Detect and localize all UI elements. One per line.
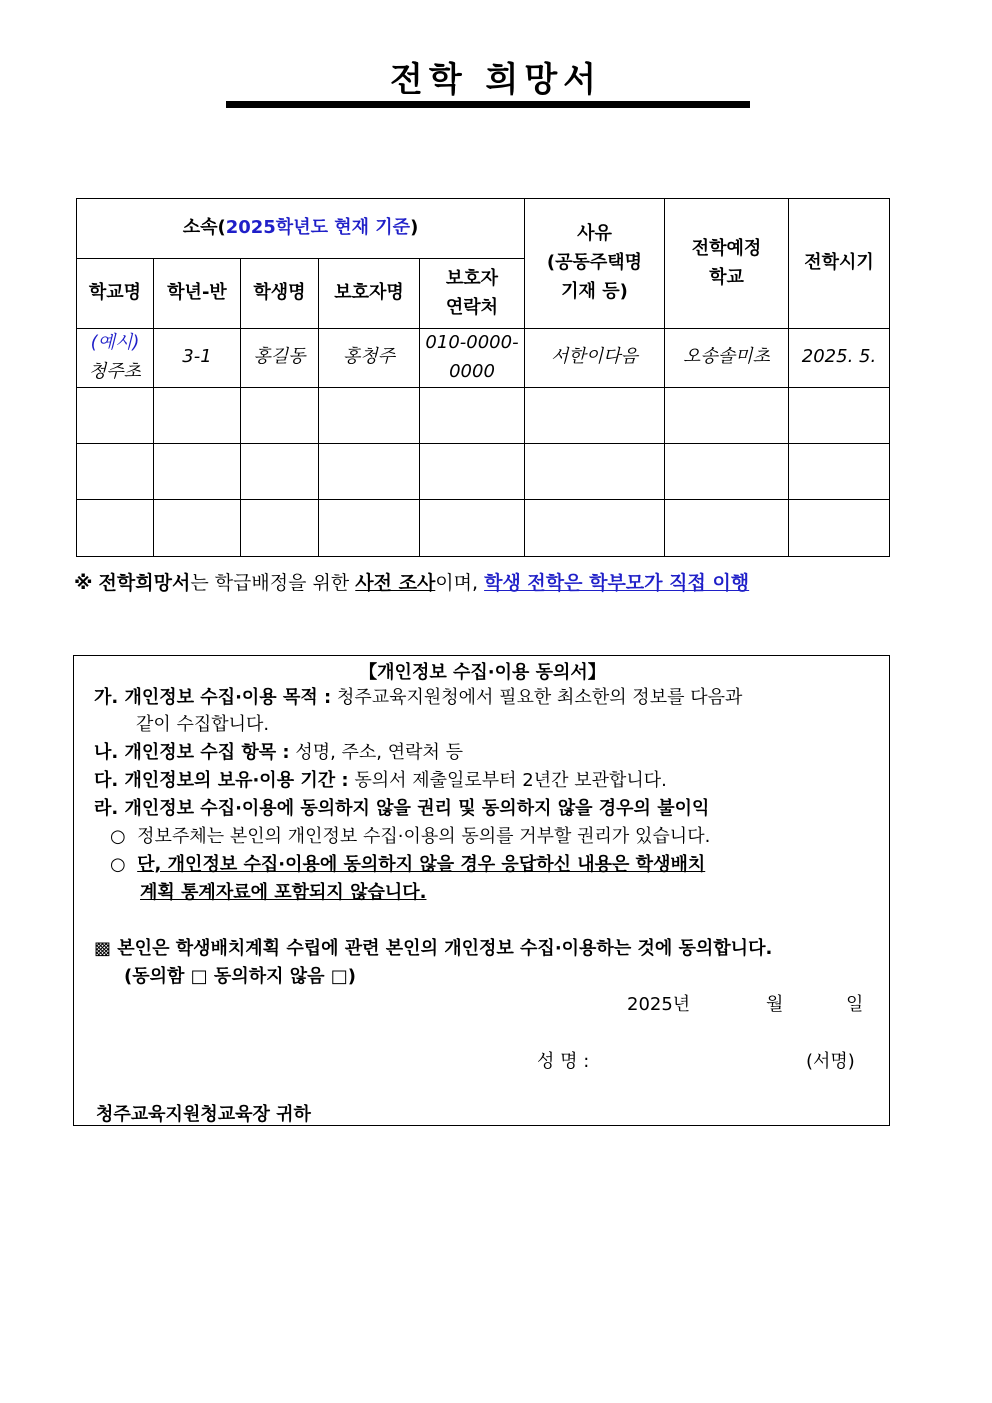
note-underline-term: 사전 조사 [355, 572, 436, 594]
input-cell[interactable] [77, 443, 154, 499]
example-time-cell: 2025. 5. [789, 329, 890, 388]
input-cell[interactable] [789, 443, 890, 499]
blank-row [77, 443, 890, 499]
input-cell[interactable] [789, 499, 890, 556]
affiliation-header: 소속(2025학년도 현재 기준) [77, 199, 525, 259]
grade-class-header: 학년-반 [154, 259, 241, 329]
consent-item-na: 나. 개인정보 수집 항목 : 성명, 주소, 연락처 등 [94, 742, 464, 763]
input-cell[interactable] [77, 387, 154, 443]
consent-item-da: 다. 개인정보의 보유·이용 기간 : 동의서 제출일로부터 2년간 보관합니다. [94, 770, 667, 791]
example-school-cell: (예시) 청주초 [77, 329, 154, 388]
target-school-header: 전학예정 학교 [665, 199, 789, 329]
input-cell[interactable] [420, 443, 525, 499]
input-cell[interactable] [154, 443, 241, 499]
input-cell[interactable] [154, 499, 241, 556]
recipient: 청주교육지원청교육장 귀하 [96, 1104, 311, 1125]
input-cell[interactable] [665, 443, 789, 499]
transfer-request-table [76, 198, 890, 557]
example-contact-cell: 010-0000- 0000 [420, 329, 525, 388]
consent-options[interactable]: (동의함 □ 동의하지 않음 □) [124, 966, 357, 987]
example-student-cell: 홍길동 [241, 329, 319, 388]
input-cell[interactable] [241, 499, 319, 556]
affiliation-header-year: 2025학년도 현재 기준 [225, 217, 411, 239]
input-cell[interactable] [319, 499, 420, 556]
signature-suffix: (서명) [806, 1051, 855, 1072]
example-grade-class-cell: 3-1 [154, 329, 241, 388]
date-day: 일 [846, 994, 864, 1015]
signature-label: 성 명 : [537, 1051, 590, 1072]
input-cell[interactable] [241, 443, 319, 499]
page-title: 전학 희망서 [389, 60, 603, 100]
consent-bullet-2-cont: 계획 통계자료에 포함되지 않습니다. [140, 882, 427, 903]
date-month: 월 [766, 994, 784, 1015]
input-cell[interactable] [525, 387, 665, 443]
school-name-header: 학교명 [77, 259, 154, 329]
consent-item-ra: 라. 개인정보 수집·이용에 동의하지 않을 권리 및 동의하지 않을 경우의 불이익 [94, 798, 710, 819]
input-cell[interactable] [420, 387, 525, 443]
blank-row [77, 499, 890, 556]
consent-heading: 【개인정보 수집·이용 동의서】 [359, 662, 606, 683]
note-bold-term: 전학희망서 [98, 572, 191, 594]
blank-row [77, 387, 890, 443]
input-cell[interactable] [665, 387, 789, 443]
input-cell[interactable] [319, 387, 420, 443]
input-cell[interactable] [241, 387, 319, 443]
input-cell[interactable] [154, 387, 241, 443]
consent-item-ga: 가. 개인정보 수집·이용 목적 : 청주교육지원청에서 필요한 최소한의 정보를 다음과 [94, 687, 743, 708]
consent-bullet-1: ○ 정보주체는 본인의 개인정보 수집·이용의 동의를 거부할 권리가 있습니다. [110, 826, 711, 847]
privacy-consent-box [73, 655, 890, 1126]
consent-item-ga-cont: 같이 수집합니다. [136, 714, 270, 735]
example-row [77, 329, 890, 388]
example-reason-cell: 서한이다음 [525, 329, 665, 388]
transfer-note: ※ 전학희망서는 학급배정을 위한 사전 조사이며, 학생 전학은 학부모가 직접 이행 [74, 572, 750, 594]
reason-header: 사유 (공동주택명 기재 등) [525, 199, 665, 329]
title-underline [226, 101, 750, 108]
example-guardian-cell: 홍청주 [319, 329, 420, 388]
example-target-school-cell: 오송솔미초 [665, 329, 789, 388]
date-year: 2025년 [627, 994, 691, 1015]
guardian-name-header: 보호자명 [319, 259, 420, 329]
input-cell[interactable] [525, 499, 665, 556]
input-cell[interactable] [665, 499, 789, 556]
student-name-header: 학생명 [241, 259, 319, 329]
guardian-contact-header: 보호자 연락처 [420, 259, 525, 329]
input-cell[interactable] [525, 443, 665, 499]
input-cell[interactable] [319, 443, 420, 499]
agreement-mark-icon: ▩ [94, 938, 112, 959]
consent-bullet-2: ○ 단, 개인정보 수집·이용에 동의하지 않을 경우 응답하신 내용은 학생배치 [110, 854, 706, 875]
note-mark: ※ [74, 572, 93, 594]
input-cell[interactable] [77, 499, 154, 556]
note-emphasis: 학생 전학은 학부모가 직접 이행 [484, 572, 750, 594]
input-cell[interactable] [420, 499, 525, 556]
transfer-time-header: 전학시기 [789, 199, 890, 329]
input-cell[interactable] [789, 387, 890, 443]
consent-agreement: ▩ 본인은 학생배치계획 수립에 관련 본인의 개인정보 수집·이용하는 것에 동의합니다. [94, 938, 773, 959]
